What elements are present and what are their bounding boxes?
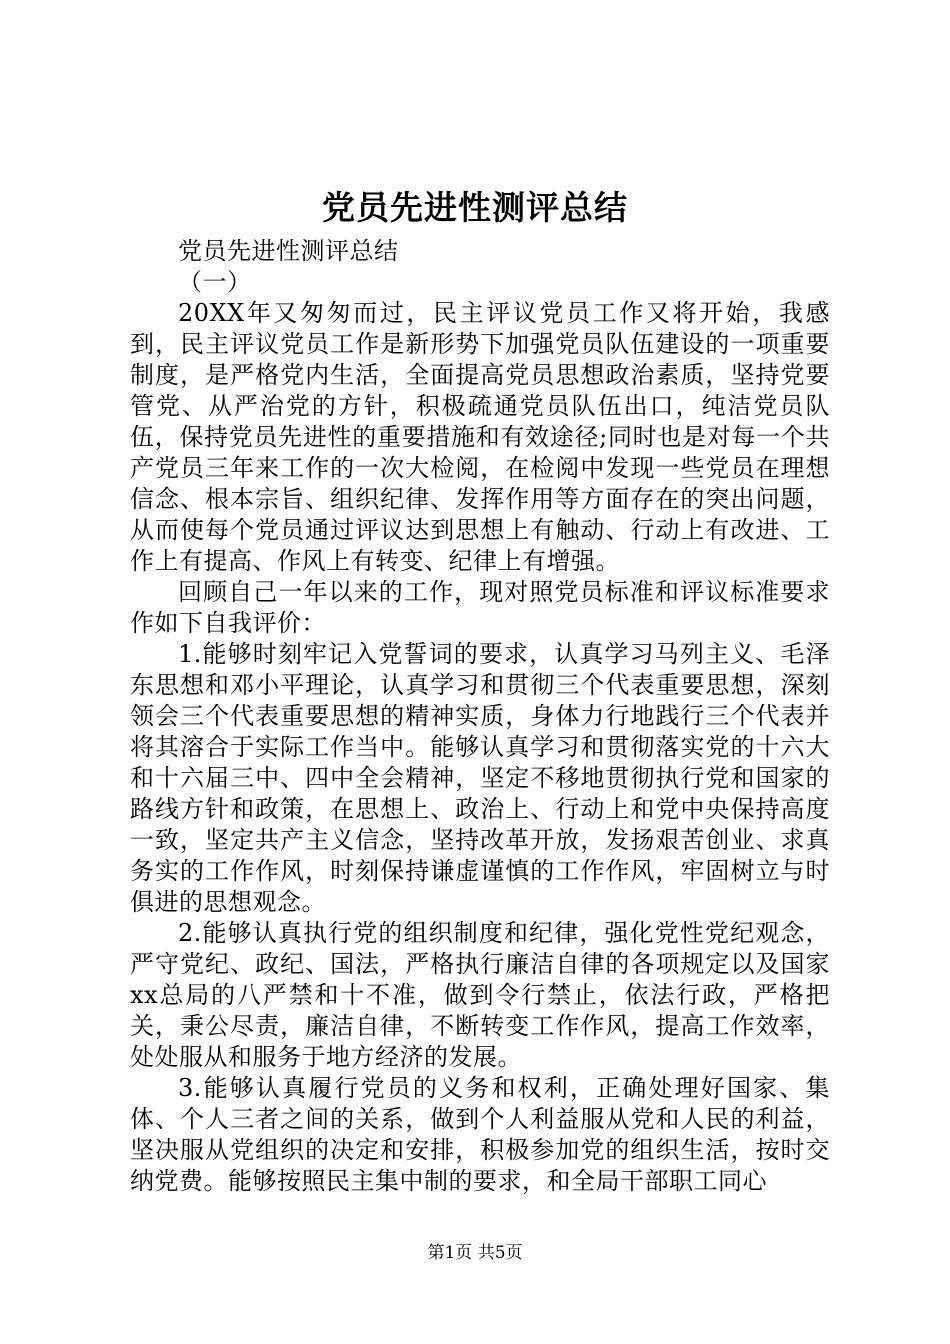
document-subtitle: 党员先进性测评总结: [178, 237, 399, 265]
section-marker: （一）: [178, 268, 252, 296]
paragraph-item-1: 1.能够时刻牢记入党誓词的要求，认真学习马列主义、毛泽东思想和邓小平理论，认真学习和贯彻三个代表重要思想，深刻领会三个代表重要思想的精神实质，身体力行地践行三个代表并将其溶合于实际工作当中。能够认真学习和贯彻落实党的十六大和十六届三中、四中全会精神，坚定不移地贯彻执行党和国家的路线方针和政策，在思想上、政治上、行动上和党中央保持高度一致，坚定共产主义信念，坚持改革开放，发扬艰苦创业、求真务实的工作作风，时刻保持谦虚谨慎的工作作风，牢固树立与时俱进的思想观念。: [130, 640, 830, 916]
paragraph-intro: 20XX年又匆匆而过，民主评议党员工作又将开始，我感到，民主评议党员工作是新形势下加强党员队伍建设的一项重要制度，是严格党内生活，全面提高党员思想政治素质，坚持党要管党、从严治党的方针，积极疏通党员队伍出口，纯洁党员队伍，保持党员先进性的重要措施和有效途径;同时也是对每一个共产党员三年来工作的一次大检阅，在检阅中发现一些党员在理想信念、根本宗旨、组织纪律、发挥作用等方面存在的突出问题，从而使每个党员通过评议达到思想上有触动、行动上有改进、工作上有提高、作风上有转变、纪律上有增强。: [130, 299, 830, 575]
page-footer: 第1页 共5页: [427, 1243, 523, 1263]
paragraph-item-2: 2.能够认真执行党的组织制度和纪律，强化党性党纪观念，严守党纪、政纪、国法，严格执行廉洁自律的各项规定以及国家xx总局的八严禁和十不准，做到令行禁止，依法行政，严格把关，秉公尽责，廉洁自律，不断转变工作作风，提高工作效率，处处服从和服务于地方经济的发展。: [130, 919, 830, 1071]
document-title: 党员先进性测评总结: [322, 188, 628, 227]
document-body: [130, 236, 830, 1197]
paragraph-review: 回顾自己一年以来的工作，现对照党员标准和评议标准要求作如下自我评价：: [130, 578, 830, 637]
paragraph-item-3: 3.能够认真履行党员的义务和权利，正确处理好国家、集体、个人三者之间的关系，做到个人利益服从党和人民的利益，坚决服从党组织的决定和安排，积极参加党的组织生活，按时交纳党费。能够按照民主集中制的要求，和全局干部职工同心: [130, 1074, 830, 1195]
